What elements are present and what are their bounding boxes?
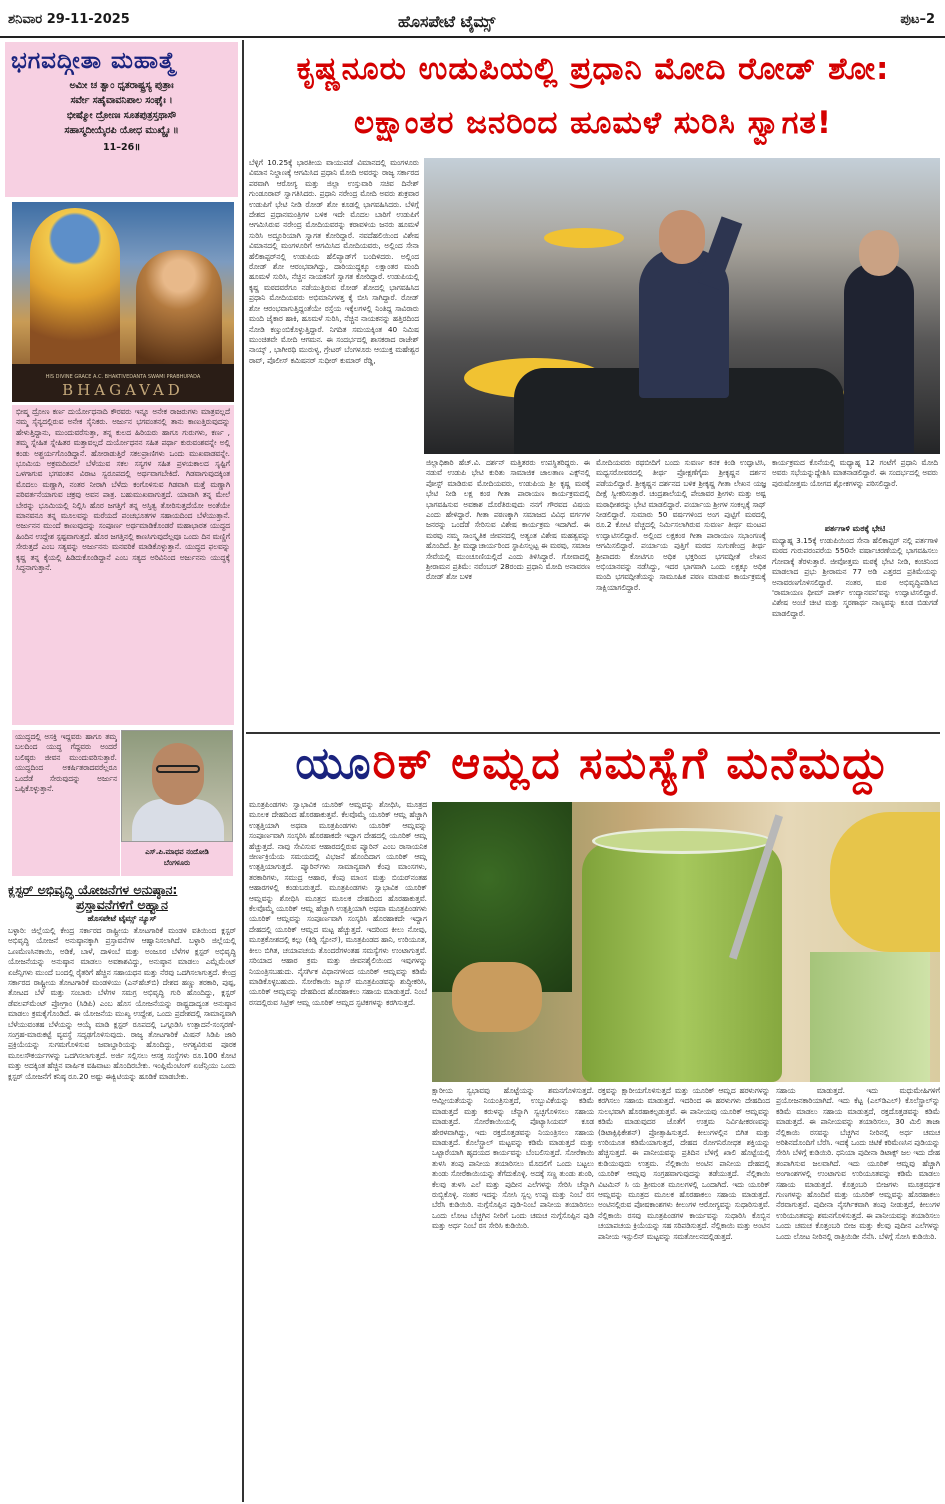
- paper-title: ಹೊಸಪೇಟೆ ಟೈಮ್ಸ್: [398, 12, 496, 31]
- section-rule: [246, 732, 940, 734]
- gita-title: ಭಗವದ್ಗೀತಾ ಮಹಾತ್ಮೆ: [11, 48, 177, 74]
- modi-col-2: ಜಿಲ್ಲಾಧಿಕಾರಿ ಹೆಚ್.ವಿ. ದರ್ಶನ್ ಮತ್ತಿತರರು ಉಪಸ್ಥಿತರಿದ್ದರು. ಈ ನಡುವೆ ಉಡುಪಿ ಭೇಟಿ ಕುರಿತು ಸಾಮಾಜಿಕ ಜಾಲತಾಣ ಎಕ್ಸ್‌ನಲ್ಲಿ ಪೋಸ್ಟ್ ಮಾಡಿರುವ ಮೋದಿಯವರು, ಉಡುಪಿಯ ಶ್ರೀ ಕೃಷ್ಣ ಮಠಕ್ಕೆ ಭೇಟಿ ನೀಡಿ ಲಕ್ಷ ಕಂಠ ಗೀತಾ ಪಾರಾಯಣ ಕಾರ್ಯಕ್ರಮದಲ್ಲಿ ಭಾಗವಹಿಸುವ ಅವಕಾಶ ದೊರೆತಿರುವುದು ನನಗೆ ಗೌರವದ ವಿಷಯ ಎಂದು ಹೇಳಿದ್ದಾರೆ. ಗೀತಾ ಪಠಣಕ್ಕಾಗಿ ಸಮಾಜದ ವಿವಿಧ ವರ್ಗಗಳ ಜನರನ್ನು ಒಂದೆಡೆ ಸೇರಿಸುವ ವಿಶೇಷ ಕಾರ್ಯಕ್ರಮ ಇದಾಗಿದೆ. ಈ ಮಠವು ನಮ್ಮ ಸಾಂಸ್ಕೃತಿಕ ಜೀವನದಲ್ಲಿ ಅತ್ಯಂತ ವಿಶೇಷ ಮಹತ್ವವನ್ನು ಹೊಂದಿದೆ. ಶ್ರೀ ಮಧ್ವಾಚಾರ್ಯರಿಂದ ಸ್ಥಾಪಿಸಲ್ಪಟ್ಟ ಈ ಮಠವು, ಸಮಾಜ ಸೇವೆಯಲ್ಲಿ ಮುಂಚೂಣಿಯಲ್ಲಿದೆ ಎಂದು ತಿಳಿಸಿದ್ದಾರೆ. ಗೋವಾದಲ್ಲಿ ಶ್ರೀರಾಮನ ಪ್ರತಿಮೆ: ನವೆಂಬರ್ 28ರಂದು ಪ್ರಧಾನಿ ಮೋದಿ ಅನಾವರಣ ರೋಡ್ ಶೋ ಬಳಕ: [426, 458, 590, 582]
- modi-col-1b: [249, 456, 419, 730]
- uric-headline: ಯೂರಿಕ್ ಆಮ್ಲದ ಸಮಸ್ಯೆಗೆ ಮನೆಮದ್ದು: [295, 738, 891, 789]
- verse-line-3: ಭೀಷ್ಮೋ ದ್ರೋಣಃ ಸೂತಪುತ್ರಸ್ತಥಾಸೌ: [66, 110, 177, 121]
- author-caption: [121, 842, 233, 876]
- page-number: ಪುಟ–2: [900, 12, 935, 27]
- cluster-body: ಬಳ್ಳಾರಿ: ಜಿಲ್ಲೆಯಲ್ಲಿ ಕೇಂದ್ರ ಸರ್ಕಾರದ ರಾಷ್ಟ್ರೀಯ ತೋಟಗಾರಿಕೆ ಮಂಡಳಿ ವತಿಯಿಂದ ಕ್ಲಸ್ಟರ್ ಅಭಿವೃದ್ಧಿ ಯೋಜನೆ ಅನುಷ್ಠಾನಕ್ಕಾಗಿ ಪ್ರಸ್ತಾವನೆಗಳ ಆಹ್ವಾನಿಸಲಾಗಿದೆ. ಬಳ್ಳಾರಿ ಜಿಲ್ಲೆಯಲ್ಲಿ ಒಣಮೆಣಸಿನಕಾಯಿ, ಅಡಿಕೆ, ಬಾಳೆ, ದಾಳಿಂಬೆ ಮತ್ತು ಅಂಜೂರ ಬೆಳೆಗಳ ಕ್ಲಸ್ಟರ್ ಅಭಿವೃದ್ಧಿ ಯೋಜನೆಯನ್ನು ಅನುಷ್ಠಾನ ಮಾಡಲು ಅವಕಾಶವಿದ್ದು, ಅನುಷ್ಠಾನ ಮಾಡಲು ಎಮ್ಲೆಮೆಂಟ್ ಏಜೆನ್ಸಿಗಳು ಮುಂದೆ ಬಂದಲ್ಲಿ ರೈತರಿಗೆ ಹೆಚ್ಚಿನ ಸಹಾಯಧನ ಮತ್ತು ನೆರವು ಒದಗಿಸಲಾಗುತ್ತದೆ. ಕೇಂದ್ರ ಸರ್ಕಾರದ ರಾಷ್ಟ್ರೀಯ ತೋಟಗಾರಿಕೆ ಮಂಡಳಿಯು (ಎನ್‌ಹೆಚ್‌ಬಿ) ದೇಶದ ಹಣ್ಣು ತರಕಾರಿ, ಪುಷ್ಪ, ತೋಟದ ಬೆಳೆ ಮತ್ತು ಸಂಬಾರು ಬೆಳೆಗಳ ಸಮಗ್ರ ಅಭಿವೃದ್ಧಿ ಗುರಿ ಹೊಂದಿದ್ದು, ಕ್ಲಸ್ಟರ್ ಡೆವಲಪ್‌ಮೆಂಟ್ ಪ್ರೋಗ್ರಾಂ (ಸಿಡಿಪಿ) ಎಂಬ ಹೊಸ ಯೋಜನೆಯನ್ನು ರಾಷ್ಟ್ರದಾದ್ಯಂತ ಅನುಷ್ಠಾನ ಮಾಡಲು ಕ್ರಮಕೈಗೊಂಡಿದೆ. ಈ ಯೋಜನೆಯ ಮುಖ್ಯ ಉದ್ದೇಶ, ಒಂದು ಪ್ರದೇಶದಲ್ಲಿ ಸಾಮಾನ್ಯವಾಗಿ ಬೆಳೆಯುವಂತಹ ಬೆಳೆಯನ್ನು ಆಯ್ಕೆ ಮಾಡಿ ಕ್ಲಸ್ಟರ್ ರೂಪದಲ್ಲಿ ಒಗ್ಗೂಡಿಸಿ ಉತ್ಪಾದನೆ-ಸಂಸ್ಕರಣೆ-ಸಂಗ್ರಹ-ಮಾರುಕಟ್ಟೆ ವ್ಯವಸ್ಥೆ ಸದೃಢಗೊಳಿಸುವುದು. ರಾಜ್ಯ ತೋಟಗಾರಿಕೆ ಮಿಷನ್ ಸಿಡಿಪಿ ಜಾರಿ ಪ್ರಕ್ರಿಯೆಯನ್ನು ಸುಗಮಗೊಳಿಸುವ ಜವಾಬ್ದಾರಿಯನ್ನು ಹೊಂದಿದ್ದು, ಅಗತ್ಯವಿರುವ ಪೂರಕ ಮೂಲಸೌಕರ್ಯಗಳನ್ನು ಒದಗಿಸಲಾಗುತ್ತದೆ. ಅರ್ಜಿ ಸಲ್ಲಿಸಲು ಆಸಕ್ತ ಸಂಸ್ಥೆಗಳು ರೂ.100 ಕೋಟಿ ಮತ್ತು ಅದಕ್ಕಿಂತ ಹೆಚ್ಚಿನ ವಾರ್ಷಿಕ ವಹಿವಾಟು ಹೊಂದಿರಬೇಕು. ಇಂಪ್ಲಿಮೆಂಟಿಂಗ್ ಏಜೆನ್ಸಿಯು ಒಂದು ಕ್ಲಸ್ಟರ್ ಯೋಜನೆಗೆ ಕನಿಷ್ಠ ರೂ.20 ಅಷ್ಟು ಈಕ್ವಿಟಿಯನ್ನು ಹೂಡಿಕೆ ಮಾಡಬೇಕು.: [8, 926, 236, 1081]
- modi-roadshow-photo: [424, 158, 940, 454]
- modi-col-4: ಕಾರ್ಯಕ್ರಮದ ಕೊನೆಯಲ್ಲಿ ಮಧ್ಯಾಹ್ನ 12 ಗಂಟೆಗೆ ಪ್ರಧಾನಿ ಮೋದಿ ಅವರು ಸಭೆಯನ್ನುದ್ದೇಶಿಸಿ ಮಾತನಾಡಲಿದ್ದಾರೆ. ಈ ಸಂದರ್ಭದಲ್ಲಿ ಅವರು ಪುರುಷೋತ್ತಮ ಯೋಗದ ಶ್ಲೋಕಗಳನ್ನು ಪಠಿಸಲಿದ್ದಾರೆ. ಪರ್ತಗಾಳಿ ಮಠಕ್ಕೆ ಭೇಟಿ ಮಧ್ಯಾಹ್ನ 3.15ಕ್ಕೆ ಉಡುಪಿಯಿಂದ ಸೇನಾ ಹೆಲಿಕಾಪ್ಟರ್ ನಲ್ಲಿ ಪರ್ತಗಾಳಿ ಮಠದ ಗುರುಪರಂಪರೆಯ 550ನೇ ವರ್ಷಾಚರಣೆಯಲ್ಲಿ ಭಾಗವಹಿಸಲು ಗೋವಾಕ್ಕೆ ತೆರಳುತ್ತಾರೆ. ಜೀವೋತ್ತಮ ಮಠಕ್ಕೆ ಭೇಟಿ ನೀಡಿ, ಕಂಚಿನಿಂದ ಮಾಡಲಾದ ಪ್ರಭು ಶ್ರೀರಾಮನ 77 ಅಡಿ ಎತ್ತರದ ಪ್ರತಿಮೆಯನ್ನು ಅನಾವರಣಗೊಳಿಸಲಿದ್ದಾರೆ. ನಂತರ, ಮಠ ಅಭಿವೃದ್ಧಿಪಡಿಸಿದ 'ರಾಮಾಯಣ ಥೀಮ್ ಪಾರ್ಕ್ ಉದ್ಯಾನವನ'ವನ್ನು ಉದ್ಘಾಟಿಸಲಿದ್ದಾರೆ. ವಿಶೇಷ ಅಂಚೆ ಚೀಟಿ ಮತ್ತು ಸ್ಮರಣಾರ್ಥ ನಾಣ್ಯವನ್ನು ಕೂಡ ಬಿಡುಗಡೆ ಮಾಡಲಿದ್ದಾರೆ.: [772, 458, 938, 618]
- verse-ref: 11–26॥: [103, 142, 140, 153]
- cluster-headline: ಕ್ಲಸ್ಟರ್ ಅಭಿವೃದ್ಧಿ ಯೋಜನೆಗಳ ಅನುಷ್ಠಾನ:: [8, 882, 178, 897]
- cluster-subhead: ಪ್ರಸ್ತಾವನೆಗಳಿಗೆ ಅಹ್ವಾನ: [76, 897, 168, 912]
- smoothie-photo: [432, 802, 940, 1082]
- author-name: ಎಸ್.ಪಿ.ಮಾಧವ ನಂದೋಡಿ: [145, 848, 209, 856]
- gita-box: [5, 42, 238, 197]
- verse-line-1: ಅಮೀ ಚ ತ್ವಾಂ ಧೃತರಾಷ್ಟ್ರಸ್ಯ ಪುತ್ರಾಃ: [69, 80, 174, 91]
- author-photo: [121, 730, 233, 842]
- goa-subhead: ಪರ್ತಗಾಳಿ ಮಠಕ್ಕೆ ಭೇಟಿ: [824, 524, 886, 533]
- uric-col-4: ಸಹಾಯ ಮಾಡುತ್ತದೆ. ಇದು ಮಧುಮೇಹಿಗಳಿಗೆ ಪ್ರಯೋಜನಕಾರಿಯಾಗಿದೆ. ಇದು ಕೆಟ್ಟ (ಎಲ್‌ಡಿಎಲ್) ಕೊಲೆಸ್ಟ್ರಾಲ್‌ನ್ನು ಕಡಿಮೆ ಮಾಡಲು ಸಹಾಯ ಮಾಡುತ್ತದೆ, ರಕ್ತದೊತ್ತಡವನ್ನು ಕಡಿಮೆ ಮಾಡುತ್ತದೆ. ಈ ಪಾನೀಯವನ್ನು ತಯಾರಿಸಲು, 30 ಮಿಲಿ ತಾಜಾ ನೆಲ್ಲಿಕಾಯಿ ರಸವನ್ನು ಬೆಚ್ಚಗಿನ ನೀರಿನಲ್ಲಿ ಅರ್ಧ ಚಮಚ ಅರಿಶಿನದೊಂದಿಗೆ ಬೆರೆಸಿ. ಇದಕ್ಕೆ ಒಂದು ಚಿಟಿಕೆ ಕರಿಮೆಣಸಿನ ಪುಡಿಯನ್ನು ಸೇರಿಸಿ ಬೆಳಿಗ್ಗೆ ಕುಡಿಯಿರಿ. ಧನಿಯಾ ಪುದೀನಾ ಡಿಟಾಕ್ಸ್ ಜಲ ಇದು ದೇಹ ತಂಪಾಗಿಸುವ ಜಲವಾಗಿದೆ. ಇದು ಯೂರಿಕ್ ಆಮ್ಲವು ಹೆಚ್ಚಾಗಿ ಅಂಗಾಂಶಗಳಲ್ಲಿ ಉಂಟಾಗುವ ಉರಿಯೂತವನ್ನು ಕಡಿಮೆ ಮಾಡಲು ಸಹಾಯ ಮಾಡುತ್ತದೆ. ಕೊತ್ತಂಬರಿ ಬೀಜಗಳು ಮೂತ್ರವರ್ಧಕ ಗುಣಗಳನ್ನು ಹೊಂದಿವೆ ಮತ್ತು ಯೂರಿಕ್ ಆಮ್ಲವನ್ನು ಹೊರಹಾಕಲು ನೆರವಾಗುತ್ತವೆ. ಪುದೀನಾ ನೈಸರ್ಗಿಕವಾಗಿ ತಂಪು ನೀಡುತ್ತದೆ, ಕೀಲುಗಳ ಉರಿಯೂತವನ್ನು ಶಮನಗೊಳಿಸುತ್ತದೆ. ಈ ಪಾನೀಯವನ್ನು ತಯಾರಿಸಲು ಒಂದು ಚಮಚ ಕೊತ್ತಂಬರಿ ಬೀಜ ಮತ್ತು ಕೆಲವು ಪುದೀನ ಎಲೆಗಳನ್ನು ಒಂದು ಲೋಟ ನೀರಿನಲ್ಲಿ ರಾತ್ರಿಯಿಡೀ ನೆನೆಸಿ. ಬೆಳಿಗ್ಗೆ ಸೋಸಿ ಕುಡಿಯಿರಿ.: [776, 1086, 940, 1241]
- verse-line-2: ಸರ್ವೇ ಸಹೈವಾವನಿಪಾಲ ಸಂಘೈಃ ।: [70, 95, 173, 106]
- image-title: BHAGAVAD: [62, 381, 184, 399]
- uric-col-1: ಮೂತ್ರಪಿಂಡಗಳು ಸ್ವಾಭಾವಿಕ ಯೂರಿಕ್ ಆಮ್ಲವನ್ನು ಶೋಧಿಸಿ, ಮೂತ್ರದ ಮೂಲಕ ದೇಹದಿಂದ ಹೊರಹಾಕುತ್ತವೆ. ಕೆಲವೊಮ್ಮೆ ಯೂರಿಕ್ ಆಮ್ಲ ಹೆಚ್ಚಾಗಿ ಉತ್ಪತ್ತಿಯಾಗಿ ಅಥವಾ ಮೂತ್ರಪಿಂಡಗಳು ಯೂರಿಕ್ ಆಮ್ಲವನ್ನು ಸಂಪೂರ್ಣವಾಗಿ ಸಂಸ್ಕರಿಸಿ ಹೊರಹಾಕದೇ ಇದ್ದಾಗ ದೇಹದಲ್ಲಿ ಯೂರಿಕ್ ಆಮ್ಲ ಹೆಚ್ಚುತ್ತದೆ. ನಾವು ಸೇವಿಸುವ ಆಹಾರದಲ್ಲಿರುವ ಪ್ಯೂರಿನ್ ಎಂಬ ರಾಸಾಯನಿಕ ಜೀರ್ಣಕ್ರಿಯೆಯ ಸಮಯದಲ್ಲಿ ವಿಭಜನೆ ಹೊಂದಿದಾಗ ಯೂರಿಕ್ ಆಮ್ಲ ಉತ್ಪತ್ತಿಯಾಗುತ್ತದೆ. ಪ್ಯೂರಿನ್‌ಗಳು ಸಾಮಾನ್ಯವಾಗಿ ಕೆಂಪು ಮಾಂಸಗಳು, ತರಕಾರಿಗಳು, ಸಮುದ್ರ ಆಹಾರ, ಕೆಂಪು ಮಾಂಸ ಮತ್ತು ಬಿಯರ್‌ನಂತಹ ಆಹಾರಗಳಲ್ಲಿ ಕಂಡುಬರುತ್ತದೆ. ಮೂತ್ರಪಿಂಡಗಳು ಸ್ವಾಭಾವಿಕ ಯೂರಿಕ್ ಆಮ್ಲವನ್ನು ಶೋಧಿಸಿ ಮೂತ್ರದ ಮೂಲಕ ದೇಹದಿಂದ ಹೊರಹಾಕುತ್ತವೆ. ಕೆಲವೊಮ್ಮೆ ಯೂರಿಕ್ ಆಮ್ಲ ಹೆಚ್ಚಾಗಿ ಉತ್ಪತ್ತಿಯಾಗಿ ಅಥವಾ ಮೂತ್ರಪಿಂಡಗಳು ಯೂರಿಕ್ ಆಮ್ಲವನ್ನು ಸಂಪೂರ್ಣವಾಗಿ ಸಂಸ್ಕರಿಸಿ ಹೊರಹಾಕದೇ ಇದ್ದಾಗ ದೇಹದಲ್ಲಿ ಯೂರಿಕ್ ಆಮ್ಲದ ಮಟ್ಟ ಹೆಚ್ಚುತ್ತದೆ. ಇದರಿಂದ ಕೀಲು ನೋವು, ಮೂತ್ರಕೋಶದಲ್ಲಿ ಕಲ್ಲು (ಕಿಡ್ನಿ ಸ್ಟೋನ್), ಮೂತ್ರಪಿಂಡದ ಹಾನಿ, ಉರಿಯೂತ, ಕೀಲು ಬಿಗಿತ, ಚಯಾಪಚಯ ತೊಂದರೆಗಳಂತಹ ಸಮಸ್ಯೆಗಳು ಉಂಟಾಗುತ್ತವೆ. ಸರಿಯಾದ ಆಹಾರ ಕ್ರಮ ಮತ್ತು ಜೀವನಶೈಲಿಯಿಂದ ಇವುಗಳನ್ನು ನಿಯಂತ್ರಿಸಬಹುದು. ನೈಸರ್ಗಿಕ ವಿಧಾನಗಳಿಂದ ಯೂರಿಕ್ ಆಮ್ಲವನ್ನು ಕಡಿಮೆ ಮಾಡಿಕೊಳ್ಳಬಹುದು. ಸೋರೆಕಾಯಿ ಜ್ಯೂಸ್ ಮೂತ್ರಪಿಂಡವನ್ನು ಶುದ್ಧೀಕರಿಸಿ, ಯೂರಿಕ್ ಆಮ್ಲವನ್ನು ದೇಹದಿಂದ ಹೊರಹಾಕಲು ಸಹಾಯ ಮಾಡುತ್ತದೆ. ನಿಂಬೆ ರಸದಲ್ಲಿರುವ ಸಿಟ್ರಿಕ್ ಆಮ್ಲ ಯೂರಿಕ್ ಆಮ್ಲದ ಸ್ಫಟಿಕಗಳನ್ನು ಕರಗಿಸುತ್ತದೆ.: [249, 800, 427, 1007]
- author-city: ಬೆಂಗಳೂರು: [163, 859, 191, 867]
- modi-col-3: ಮೋದಿಯವರು ರಥಬೀದಿಗೆ ಬಂದು ಸುವರ್ಣ ಕನಕ ಕಿಂಡಿ ಉದ್ಘಾಟಿಸಿ, ಮಧ್ವಸರೋವರದಲ್ಲಿ ತೀರ್ಥ ಪ್ರೋಕ್ಷಣೆಗೈದು ಶ್ರೀಕೃಷ್ಣನ ದರ್ಶನ ಪಡೆಯಲಿದ್ದಾರೆ. ಶ್ರೀಕೃಷ್ಣನ ದರ್ಶನದ ಬಳಿಕ ಶ್ರೀಕೃಷ್ಣ ಗೀತಾ ಲೇಖನ ಯಜ್ಞ ದೀಕ್ಷೆ ಸ್ವೀಕರಿಸುತ್ತಾರೆ. ಚಂದ್ರಶಾಲೆಯಲ್ಲಿ ಪೇಜಾವರ ಶ್ರೀಗಳು ಮತ್ತು ಅಷ್ಟ ಮಠಾಧೀಶರನ್ನು ಭೇಟಿ ಮಾಡಲಿದ್ದಾರೆ. ಪರ್ಯಾಯ ಶ್ರೀಗಳ ಸಂಕಲ್ಪಕ್ಕೆ ಸಾಥ್ ನೀಡಲಿದ್ದಾರೆ. ಸುಮಾರು 50 ವರ್ಷಗಳಿಂದ ಅಂಗ ಪುಟ್ಟಿಗೆ ಮಠದಲ್ಲಿ ರೂ.2 ಕೋಟಿ ವೆಚ್ಚದಲ್ಲಿ ನಿರ್ಮಿಸಲಾಗಿರುವ ಸುವರ್ಣ ತೀರ್ಥ ಮಂಟಪ ಉದ್ಘಾಟಿಸಲಿದ್ದಾರೆ. ಅಲ್ಲಿಂದ ಲಕ್ಷಕಂಠ ಗೀತಾ ಪಾರಾಯಣ ಸಭಾಂಗಣಕ್ಕೆ ಆಗಮಿಸಲಿದ್ದಾರೆ. ಪರ್ಯಾಯ ಪುತ್ತಿಗೆ ಮಠದ ಸುಗುಣೇಂದ್ರ ತೀರ್ಥ ಶ್ರೀಪಾದರು ಕೋಟಿಗೂ ಅಧಿಕ ಭಕ್ತರಿಂದ ಭಗವದ್ಗೀತೆ ಲೇಖನ ಅಭಿಯಾನವನ್ನು ನಡೆಸಿದ್ದು, ಇದರ ಭಾಗವಾಗಿ ಒಂದು ಲಕ್ಷಕ್ಕೂ ಅಧಿಕ ಮಂದಿ ಭಗವದ್ಗೀತೆಯನ್ನು ಸಾಮೂಹಿಕ ಪಠಣ ಮಾಡುವ ಕಾರ್ಯಕ್ರಮಕ್ಕೆ ಸಾಕ್ಷಿಯಾಗಲಿದ್ದಾರೆ.: [596, 458, 766, 592]
- image-caption: HIS DIVINE GRACE A.C. BHAKTIVEDANTA SWAMI PRABHUPADA: [45, 374, 201, 380]
- modi-col-1: ಬೆಳ್ಳಿಗೆ 10.25ಕ್ಕೆ ಭಾರತೀಯ ವಾಯುಪಡೆ ವಿಮಾನದಲ್ಲಿ ಮಂಗಳೂರು ವಿಮಾನ ನಿಲ್ದಾಣಕ್ಕೆ ಆಗಮಿಸಿದ ಪ್ರಧಾನಿ ಮೋದಿ ಅವರನ್ನು ರಾಜ್ಯ ಸರ್ಕಾರದ ಪರವಾಗಿ ಆರೋಗ್ಯ ಮತ್ತು ಜಿಲ್ಲಾ ಉಸ್ತುವಾರಿ ಸಚಿವ ದಿನೇಶ್ ಗುಂಡೂರಾವ್ ಸ್ವಾಗತಿಸಿದರು. ಪ್ರಧಾನಿ ನರೇಂದ್ರ ಮೋದಿ ಅವರು ಶುಕ್ರವಾರ ಉಡುಪಿಗೆ ಭೇಟಿ ನೀಡಿ ರೋಡ್ ಶೋ ಕೂಡಲ್ಲಿ ಭಾಗವಹಿಸಿದರು. ಬೆಳಿಗ್ಗೆ ದೇಶದ ಪ್ರಧಾನಮಂತ್ರಿಗಳ ಬಳಿಕ ಇದೇ ಮೊದಲ ಬಾರಿಗೆ ಉಡುಪಿಗೆ ಆಗಮಿಸಿರುವ ನರೇಂದ್ರ ಮೋದಿಯವರನ್ನು ಕರಾವಳಿಯ ಜನರು ಹೂಮಳೆ ಸುರಿಸಿ ಅದ್ದೂರಿಯಾಗಿ ಸ್ವಾಗತ ಕೋರಿದ್ದಾರೆ. ನವದೆಹಲಿಯಿಂದ ವಿಶೇಷ ವಿಮಾನದಲ್ಲಿ ಮಂಗಳೂರಿಗೆ ಆಗಮಿಸಿದ ಮೋದಿಯವರು, ಅಲ್ಲಿಂದ ಸೇನಾ ಹೆಲಿಕಾಪ್ಟರ್‌ನಲ್ಲಿ ಉಡುಪಿಯ ಹೆಲಿಪ್ಯಾಡ್‌ಗೆ ಬಂದಿಳಿದರು. ಅಲ್ಲಿಂದ ರೋಡ್ ಶೋ ಆರಂಭವಾಗಿದ್ದು, ದಾರಿಯುದ್ದಕ್ಕೂ ಲಕ್ಷಾಂತರ ಮಂದಿ ಹೂಮಳೆ ಸುರಿಸಿ, ನೆಚ್ಚಿನ ನಾಯಕನಿಗೆ ಸ್ವಾಗತ ಕೋರಿದ್ದಾರೆ. ಉಡುಪಿಯಲ್ಲಿ ಕೃಷ್ಣ ಮಠದವರೆಗೂ ನಡೆಯುತ್ತಿರುವ ರೋಡ್ ಶೋದಲ್ಲಿ ಭಾಗವಹಿಸಿದ ಪ್ರಧಾನಿ ಮೋದಿಯವರು ಅಭಿಮಾನಿಗಳತ್ತ ಕೈ ಬೀಸಿ ಸಾಗಿದ್ದಾರೆ. ರೋಡ್ ಶೋ ಆರಂಭವಾಗುತ್ತಿದ್ದಂತೆಯೇ ರಸ್ತೆಯ ಇಕ್ಕೆಲಗಳಲ್ಲಿ ನಿಂತಿದ್ದ ಸಾವಿರಾರು ಮಂದಿ ಜೈಕಾರ ಹಾಕಿ, ಹೂಮಳೆ ಸುರಿಸಿ, ನೆಚ್ಚಿನ ನಾಯಕನನ್ನು ಹತ್ತಿರದಿಂದ ನೋಡಿ ಕಣ್ತುಂಬಿಕೊಳ್ಳುತ್ತಿದ್ದಾರೆ. ನಿಗದಿತ ಸಮಯಕ್ಕಿಂತ 40 ನಿಮಿಷ ಮುಂಚಿತವೇ ಮೋದಿ ಆಗಮನ. ಈ ಸಂದರ್ಭದಲ್ಲಿ ಶಾಸಕರಾದ ರಾಜೇಶ್ ನಾಯ್ಕ್ , ಭಾಗೀರಥಿ ಮುರುಳ್ಯ, ಗ್ರೇಟರ್ ಬೆಂಗಳೂರು ಆಯುಕ್ತ ಮಹೇಶ್ವರ ರಾವ್, ಪೊಲೀಸ್ ಕಮಿಷನರ್ ಸುಧೀರ್ ಕುಮಾರ್ ರೆಡ್ಡಿ,: [249, 158, 419, 365]
- verse-line-4: ಸಹಾಸ್ಮದೀಯೈರಪಿ ಯೋಧ ಮುಖ್ಯೈಃ ॥: [64, 125, 179, 136]
- cluster-article: [8, 882, 236, 1501]
- gita-body-2: ಯುದ್ಧದಲ್ಲಿ ಅಸಕ್ತಿ ಇದ್ದವರು ಹಾಗೂ ತಮ್ಮ ಬಲದಿಂದ ಯುದ್ಧ ಗೆದ್ದವರು ಅಂದರೆ ಬಲಿಷ್ಠರು ಜೀವನ ಮುಂದುವರಿಸುತ್ತಾರೆ. ಯುದ್ಧದಿಂದ ಅಕರ್ಷಿತರಾದವರೆಲ್ಲರೂ ಒಂದೆಡೆ ಸೇರುವುದನ್ನು ಅರ್ಜುನ ಒಪ್ಪಿಕೊಳ್ಳುತ್ತಾನೆ.: [15, 732, 117, 794]
- cluster-byline: ಹೊಸಪೇಟೆ ಟೈಮ್ಸ್ ನ್ಯೂಸ್: [87, 914, 157, 923]
- uric-col-3: ರಕ್ತವನ್ನು ಕ್ಷಾರೀಯಗೊಳಿಸುತ್ತದೆ ಮತ್ತು ಯೂರಿಕ್ ಆಮ್ಲದ ಹರಳುಗಳನ್ನು ಕರಗಿಸಲು ಸಹಾಯ ಮಾಡುತ್ತದೆ. ಇದರಿಂದ ಈ ಹರಳುಗಳು ದೇಹದಿಂದ ಸುಲಭವಾಗಿ ಹೊರಹಾಕಲ್ಪಡುತ್ತವೆ. ಈ ಪಾನೀಯವು ಯೂರಿಕ್ ಆಮ್ಲವನ್ನು ಕಡಿಮೆ ಮಾಡುವುದರ ಜೊತೆಗೆ ಉತ್ತಮ ನಿರ್ವಿಷೀಕರಣವನ್ನು (ಡಿಟಾಕ್ಸಿಫಿಕೇಶನ್) ಪ್ರೋತ್ಸಾಹಿಸುತ್ತದೆ. ಕೀಲುಗಳಲ್ಲಿನ ಬಿಗಿತ ಮತ್ತು ಉರಿಯೂತ ಕಡಿಮೆಯಾಗುತ್ತದೆ, ದೇಹದ ರೋಗನಿರೋಧಕ ಶಕ್ತಿಯನ್ನು ಹೆಚ್ಚಿಸುತ್ತದೆ. ಈ ಪಾನೀಯವನ್ನು ಪ್ರತಿದಿನ ಬೆಳಿಗ್ಗೆ ಖಾಲಿ ಹೊಟ್ಟೆಯಲ್ಲಿ ಕುಡಿಯುವುದು ಉತ್ತಮ. ನೆಲ್ಲಿಕಾಯಿ ಅಂಟಿನ ಪಾನೀಯ ದೇಹದಲ್ಲಿ ಯೂರಿಕ್ ಆಮ್ಲವು ಸಂಗ್ರಹವಾಗುವುದನ್ನು ತಡೆಯುತ್ತದೆ. ನೆಲ್ಲಿಕಾಯಿ ವಿಟಮಿನ್ ಸಿ ಯ ಶ್ರೀಮಂತ ಮೂಲಗಳಲ್ಲಿ ಒಂದಾಗಿದೆ. ಇದು ಯೂರಿಕ್ ಆಮ್ಲವನ್ನು ಮೂತ್ರದ ಮೂಲಕ ಹೊರಹಾಕಲು ಸಹಾಯ ಮಾಡುತ್ತದೆ. ಅಂಟಿನಲ್ಲಿರುವ ಪೋಷಕಾಂಶಗಳು ಕೀಲುಗಳ ಆರೋಗ್ಯವನ್ನು ಸುಧಾರಿಸುತ್ತವೆ. ನೆಲ್ಲಿಕಾಯಿ ರಸವು ಮೂತ್ರಪಿಂಡಗಳ ಕಾರ್ಯವನ್ನು ಸುಧಾರಿಸಿ ಕೊಬ್ಬಿನ ಚಯಾಪಚಯ ಕ್ರಿಯೆಯನ್ನು ಸಹ ಸರಿಪಡಿಸುತ್ತದೆ. ನೆಲ್ಲಿಕಾಯಿ ಮತ್ತು ಅಂಟಿನ ಪಾನೀಯ ಇನ್ಸುಲಿನ್ ಮಟ್ಟವನ್ನು ಸಮತೋಲನದಲ್ಲಿಡುತ್ತದೆ.: [598, 1086, 770, 1241]
- gita-article-cont: [12, 730, 120, 876]
- uric-col-2: ಕ್ಷಾರೀಯ ಸ್ವಭಾವವು ಹೊಟ್ಟೆಯನ್ನು ಶಮನಗೊಳಿಸುತ್ತದೆ. ಆಮ್ಲೀಯತೆಯನ್ನು ನಿಯಂತ್ರಿಸುತ್ತದೆ, ಉಬ್ಬುವಿಕೆಯನ್ನು ಕಡಿಮೆ ಮಾಡುತ್ತದೆ ಮತ್ತು ಕರುಳನ್ನು ಚೆನ್ನಾಗಿ ಸ್ವಚ್ಛಗೊಳಿಸಲು ಸಹಾಯ ಮಾಡುತ್ತದೆ. ಸೋರೆಕಾಯಿಯಲ್ಲಿ ಪೊಟ್ಯಾಸಿಯಮ್ ಕೂಡ ಹೇರಳವಾಗಿದ್ದು, ಇದು ರಕ್ತದೊತ್ತಡವನ್ನು ನಿಯಂತ್ರಿಸಲು ಸಹಾಯ ಮಾಡುತ್ತದೆ. ಕೊಲೆಸ್ಟ್ರಾಲ್ ಮಟ್ಟವನ್ನು ಕಡಿಮೆ ಮಾಡುತ್ತದೆ ಮತ್ತು ಒಟ್ಟಾರೆಯಾಗಿ ಹೃದಯದ ಕಾರ್ಯವನ್ನು ಬೆಂಬಲಿಸುತ್ತದೆ. ಸೋರೆಕಾಯಿ ತುಳಸಿ ತಂಪು ಪಾನೀಯ ತಯಾರಿಸಲು ಮೊದಲಿಗೆ ಒಂದು ಬಟ್ಟಲು ತುಂಡು ಸೋರೆಕಾಯಿಯನ್ನು ತೆಗೆದುಕೊಳ್ಳಿ. ಅದಕ್ಕೆ ಸಣ್ಣ ತುಂಡು ಶುಂಠಿ, ಕೆಲವು ತುಳಸಿ ಎಲೆ ಮತ್ತು ಪುದೀನ ಎಲೆಗಳನ್ನು ಸೇರಿಸಿ ಚೆನ್ನಾಗಿ ರುಬ್ಬಿಕೊಳ್ಳಿ. ನಂತರ ಇದನ್ನು ಸೋಸಿ ಸ್ವಲ್ಪ ಉಪ್ಪು ಮತ್ತು ನಿಂಬೆ ರಸ ಬೆರೆಸಿ ಕುಡಿಯಿರಿ. ನುಗ್ಗೆಸೊಪ್ಪಿನ ಪುಡಿ-ನಿಂಬೆ ಪಾನೀಯ ತಯಾರಿಸಲು ಒಂದು ಲೋಟ ಬೆಚ್ಚಗಿನ ನೀರಿಗೆ ಒಂದು ಚಮಚ ನುಗ್ಗೆಸೊಪ್ಪಿನ ಪುಡಿ ಮತ್ತು ಅರ್ಧ ನಿಂಬೆ ರಸ ಸೇರಿಸಿ ಕುಡಿಯಿರಿ.: [432, 1086, 594, 1231]
- masthead: [0, 0, 945, 38]
- date: ಶನಿವಾರ 29-11-2025: [8, 12, 130, 27]
- gita-article: [12, 405, 234, 725]
- modi-headline: ಕೃಷ್ಣನೂರು ಉಡುಪಿಯಲ್ಲಿ ಪ್ರಧಾನಿ ಮೋದಿ ರೋಡ್ ಶೋ: ಲಕ್ಷಾಂತರ ಜನರಿಂದ ಹೂಮಳೆ ಸುರಿಸಿ ಸ್ವಾಗತ!: [296, 51, 890, 141]
- column-rule: [242, 40, 244, 1502]
- gita-body: ಭೀಷ್ಮ ದ್ರೋಣ ಕರ್ಣ ದುರ್ಯೋಧನಾದಿ ಕೌರವರು ಇನ್ನೂ ಅನೇಕ ರಾಜರುಗಳು ಮಾತ್ರವಲ್ಲದೆ ನಮ್ಮ ಸೈನ್ಯದಲ್ಲಿರುವ ಅನೇಕ ಸೈನಿಕರು. ಅರ್ಜುನ ಭಗವಂತನಲ್ಲಿ ತಾನು ಕಾಣುತ್ತಿರುವುದನ್ನು ಹೇಳುತ್ತಿದ್ದಾನು, ಮುಂದುವರೆಸುತ್ತಾ, ತನ್ನ ಕುಲದ ಹಿರಿಯರು ಹಾಗೂ ಗುರುಗಳು, ಕರ್ಣ , ತಮ್ಮ ಸ್ನೇಹಿತ ಸ್ನೇಹಿತರ ಮತ್ತಾವಲ್ಲದೆ ದುರ್ಯೋಧನನ ಸಹಿತ ಪರ್ಥಾ ಕುರುವಂಶವನ್ನೇ ಅಲ್ಲಿ ಕಂಡು ಅಶ್ಚರ್ಯಗೊಂಡಿದ್ದಾನೆ. ಹೋರಾಡುತ್ತಿರೆ ಸಕಲಪ್ರಾಣಿಗಳು ಒಂದು ಮುಖವಾಡವನ್ನೇ. ಭೂಮಿಯ ಅಕ್ರಮದಿಂದಲೆ ಬೆಳೆಯುವ ಸಕಲ ಸಸ್ಯಗಳ ಸಹಿತ ಪ್ರಳಯಕಾಲದ ಸೃಷ್ಟಿಗೆ ಒಳಗಾಗುವ ಭಗವಂತನ ವಿರಾಟ ಸ್ವರೂಪದಲ್ಲಿ ಅರ್ಥವಾಗಬೇಕಿದೆ. ಗಿಡವಾಗುವುದಕ್ಕಿಂತ ಮೊದಲು ಮಣ್ಣಾಗಿ, ನಂತರ ನೀರಾಗಿ ಬೆಳೆದು ಕಂಗೊಳಿಸುವ ಗಿಡವಾಗಿ ಮತ್ತೆ ಮಣ್ಣಾಗಿ ಪರಿವರ್ತನೆಯಾಗುವ ಚಕ್ರವು ಅವನ ಪಾತ್ರ. ಬಹುಮುಖವಾಗುತ್ತದೆ. ಯಾವಾಗಿ ತನ್ನ ಮೇಲೆ ಬೇರನ್ನು ಭೂಮಿಯಲ್ಲಿ ನಿಲ್ಲಿಸಿ ಹೊರ ಜಗತ್ತಿಗೆ ತನ್ನ ಅಸ್ತಿತ್ವ ತೋರಿಸುತ್ತದೆಯೋ ಅಂತೆಯೇ ಮಾನವನೂ ತನ್ನ ಮೂಲವನ್ನು ಮರೆಯದೆ ಪಂಚಭೂತಗಳ ಸಹಾಯದಿಂದ ಬೆಳೆಯುತ್ತಾನೆ. ಅರ್ಜುನನ ಮುಂದೆ ಕಾಣುವುದನ್ನು ಸಂಪೂರ್ಣ ಅರ್ಥಮಾಡಿಕೊಂಡರೆ ಮಹಾಭಾರತ ಯುದ್ಧದ ಹಿಂದಿನ ಉದ್ದೇಶ ಸ್ಪಷ್ಟವಾಗುತ್ತದೆ. ಹೊರ ಜಗತ್ತಿನಲ್ಲಿ ಕಾಣಸಿಗುವುದೆಲ್ಲವೂ ಒಂದು ದಿನ ಮಣ್ಣಿಗೆ ಸೇರುತ್ತದೆ ಎಂಬ ಸತ್ಯವನ್ನು ಅರ್ಜುನನು ಮನವರಿಕೆ ಮಾಡಿಕೊಳ್ಳುತ್ತಾನೆ. ಯುದ್ಧದ ಫಲವನ್ನು ಕೃಷ್ಣ ತನ್ನ ಕೈಯಲ್ಲಿ ಹಿಡಿದುಕೊಂಡಿದ್ದಾನೆ ಎಂಬ ಸತ್ಯದ ಅರಿವಿನಿಂದ ಅರ್ಜುನನು ಯುದ್ಧಕ್ಕೆ ಸಿದ್ಧನಾಗುತ್ತಾನೆ.: [16, 407, 230, 573]
- bhagavad-gita-image: [12, 202, 234, 402]
